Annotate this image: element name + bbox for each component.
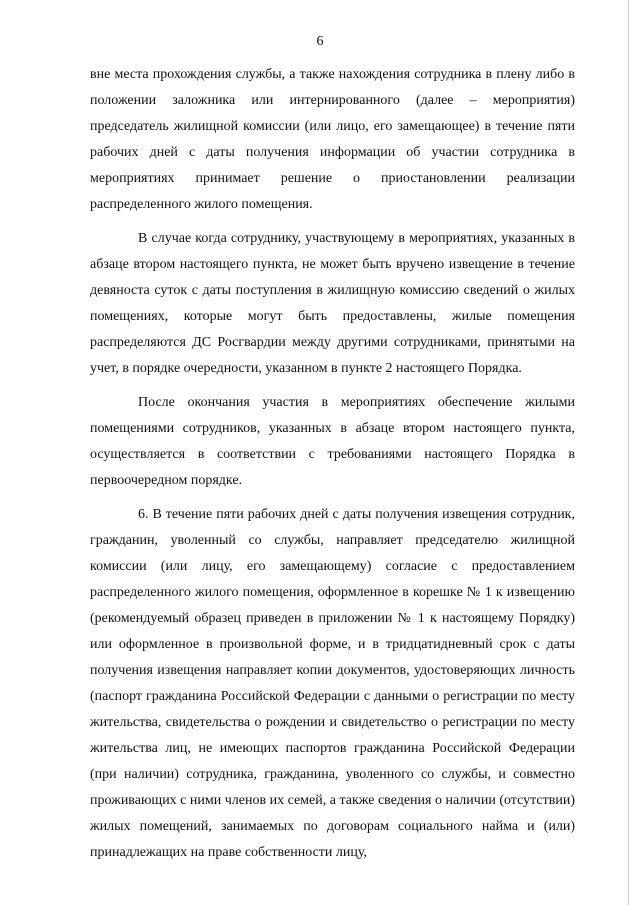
page-number: 6 xyxy=(316,34,324,49)
scan-edge-line xyxy=(628,0,629,905)
paragraph-notice-redistribution: В случае когда сотруднику, участвующему в мероприятиях, указанных в абзаце втором настоящего пункта, не может быть вручено извещение в течение девяноста суток с даты поступления в жилищную комиссию сведений о жилых помещениях, которые могут быть предоставлены, жилые помещения распределяются ДС Росгвардии между другими сотрудниками, принятыми на учет, в порядке очередности, указанном в пункте 2 настоящего Порядка. xyxy=(90,231,575,376)
paragraph-priority-housing: После окончания участия в мероприятиях обеспечение жилыми помещениями сотрудников, указанных в абзаце втором настоящего пункта, осуществляется в соответствии с требованиями настоящего Порядка в первоочередном порядке. xyxy=(90,395,575,488)
paragraph-item-6: 6. В течение пяти рабочих дней с даты получения извещения сотрудник, гражданин, уволенный со службы, направляет председателю жилищной комиссии (или лицу, его замещающему) согласие с предоставлением распределенного жилого помещения, оформленное в корешке № 1 к извещению (рекомендуемый образец приведен в приложении № 1 к настоящему Порядку) или оформленное в произвольной форме, и в тридцатидневный срок с даты получения извещения направляет копии документов, удостоверяющих личность (паспорт гражданина Российской Федерации с данными о регистрации по месту жительства, свидетельства о рождении и свидетельство о регистрации по месту жительства лиц, не имеющих паспортов гражданина Российской Федерации (при наличии) сотрудника, гражданина, уволенного со службы, и совместно проживающих с ними членов их семей, а также сведения о наличии (отсутствии) жилых помещений, занимаемых по договорам социального найма и (или) принадлежащих на праве собственности лицу, xyxy=(90,507,575,860)
document-body xyxy=(90,62,575,866)
paragraph-continuation: вне места прохождения службы, а также нахождения сотрудника в плену либо в положении заложника или интернированного (далее – мероприятия) председатель жилищной комиссии (или лицо, его замещающее) в течение пяти рабочих дней с даты получения информации об участии сотрудника в мероприятиях принимает решение о приостановлении реализации распределенного жилого помещения. xyxy=(90,67,575,212)
